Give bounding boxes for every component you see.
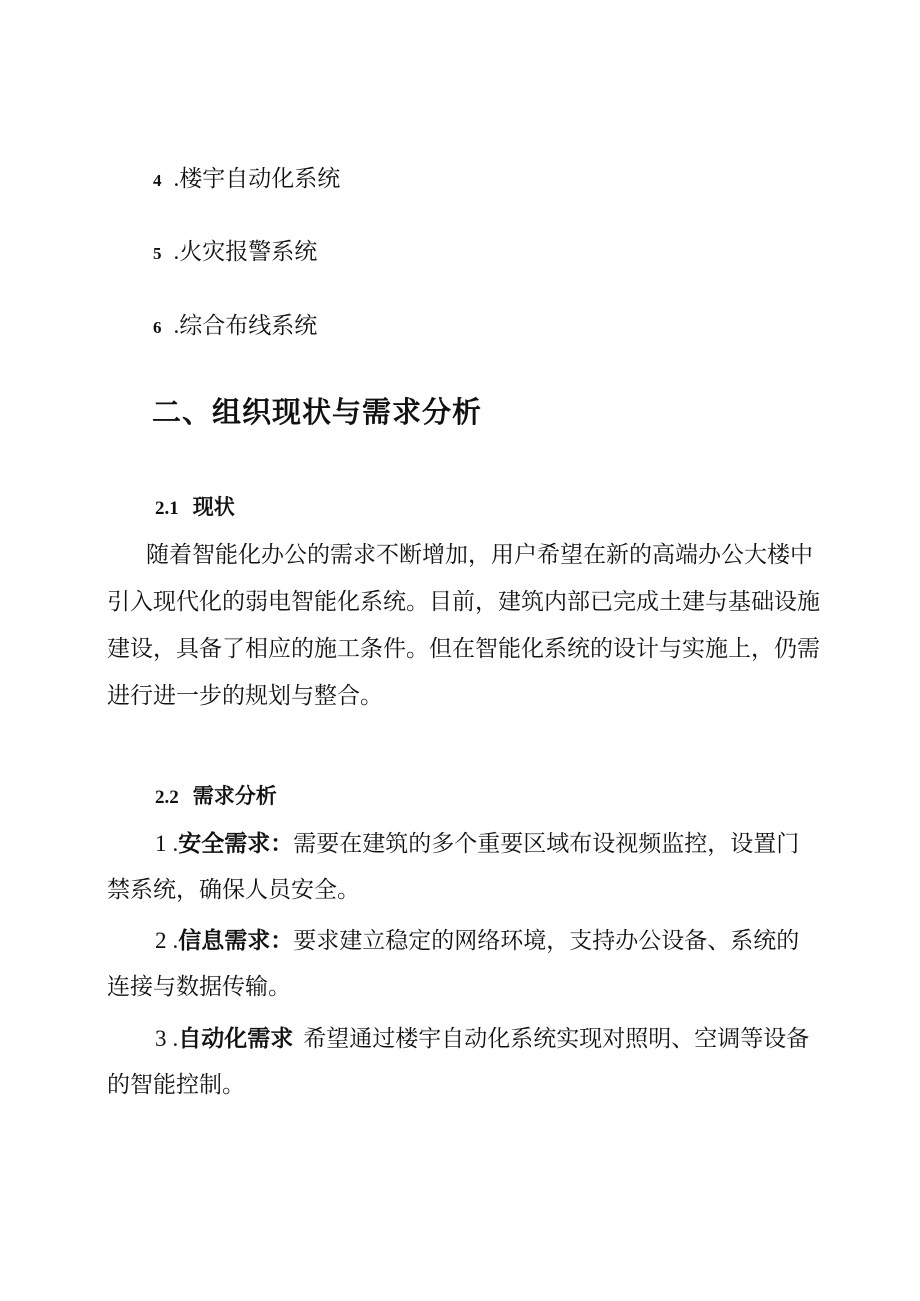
needs-item-line bbox=[107, 917, 827, 964]
needs-item-label: 信息需求： bbox=[178, 928, 294, 954]
list-item-separator: . bbox=[173, 166, 180, 191]
needs-item-separator: . bbox=[172, 831, 179, 856]
list-item bbox=[153, 164, 340, 196]
subsection-heading-needs bbox=[155, 781, 277, 813]
needs-item bbox=[107, 917, 827, 1011]
needs-item-line bbox=[107, 820, 827, 867]
needs-item-label: 安全需求： bbox=[178, 831, 294, 857]
subsection-heading-status bbox=[155, 492, 235, 524]
status-paragraph bbox=[107, 532, 827, 720]
needs-item-line: 连接与数据传输。 bbox=[107, 974, 291, 1000]
paragraph-line: 建设，具备了相应的施工条件。但在智能化系统的设计与实施上，仍需 bbox=[107, 636, 820, 662]
needs-item-text: 要求建立稳定的网络环境，支持办公设备、系统的 bbox=[293, 928, 800, 954]
needs-item-line: 的智能控制。 bbox=[107, 1072, 245, 1098]
list-item bbox=[153, 237, 317, 269]
needs-item bbox=[107, 1015, 827, 1109]
needs-item-number: 2 bbox=[155, 928, 167, 953]
needs-item-text: 需要在建筑的多个重要区域布设视频监控，设置门 bbox=[293, 831, 800, 857]
needs-item-line: 禁系统，确保人员安全。 bbox=[107, 877, 360, 903]
section-heading: 二、组织现状与需求分析 bbox=[152, 395, 483, 429]
list-item-separator: . bbox=[173, 239, 180, 264]
needs-item-line bbox=[107, 1015, 827, 1062]
needs-item-number: 3 bbox=[155, 1026, 167, 1051]
subsection-number: 2.2 bbox=[155, 787, 179, 808]
paragraph-line: 进行进一步的规划与整合。 bbox=[107, 683, 383, 709]
needs-item-separator: . bbox=[172, 928, 179, 953]
needs-item-number: 1 bbox=[155, 831, 167, 856]
list-item-text: 综合布线系统 bbox=[179, 313, 318, 339]
list-item-separator: . bbox=[173, 313, 180, 338]
list-item-text: 楼宇自动化系统 bbox=[179, 166, 341, 192]
needs-item bbox=[107, 820, 827, 914]
subsection-number: 2.1 bbox=[155, 498, 179, 519]
needs-item-separator: . bbox=[172, 1026, 179, 1051]
paragraph-line: 引入现代化的弱电智能化系统。目前，建筑内部已完成土建与基础设施 bbox=[107, 589, 820, 615]
list-item-text: 火灾报警系统 bbox=[179, 239, 318, 265]
list-item-number: 6 bbox=[153, 318, 162, 337]
subsection-title: 需求分析 bbox=[192, 784, 277, 808]
list-item-number: 4 bbox=[153, 171, 162, 190]
needs-item-text: 希望通过楼宇自动化系统实现对照明、空调等设备 bbox=[303, 1026, 810, 1052]
subsection-title: 现状 bbox=[192, 495, 235, 519]
needs-item-label: 自动化需求 bbox=[178, 1026, 294, 1052]
paragraph-line: 随着智能化办公的需求不断增加，用户希望在新的高端办公大楼中 bbox=[146, 542, 813, 568]
list-item-number: 5 bbox=[153, 244, 162, 263]
list-item bbox=[153, 311, 317, 343]
